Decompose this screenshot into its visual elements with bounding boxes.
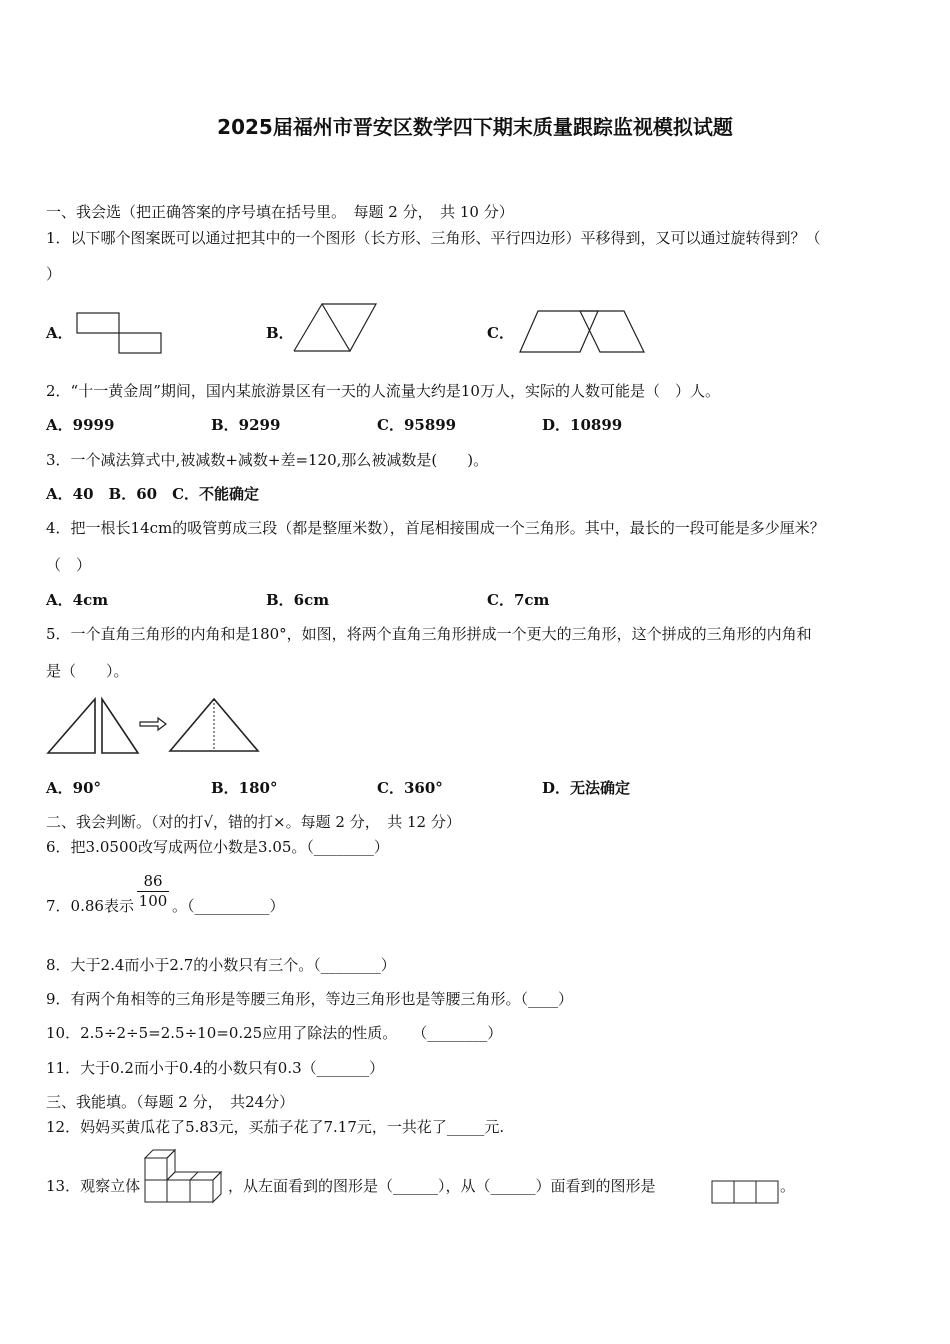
q13-suffix: 。 (780, 1177, 796, 1195)
q6-text: 6．把3.0500改写成两位小数是3.05。（________） (46, 838, 389, 856)
q1-figure-c-parallelograms (518, 309, 648, 355)
q1-option-b: B． (266, 324, 294, 342)
section-1-heading: 一、我会选（把正确答案的序号填在括号里。 每题 2 分， 共 10 分） (46, 203, 514, 221)
q1-line1: 1．以下哪个图案既可以通过把其中的一个图形（长方形、三角形、平行四边形）平移得到，又可以通过旋转得到？（ (46, 229, 821, 247)
q5-option-b: B．180° (211, 779, 278, 797)
q12-text: 12．妈妈买黄瓜花了5.83元，买茄子花了7.17元，一共花了_____元. (46, 1118, 505, 1136)
q4-option-a: A．4cm (46, 591, 109, 609)
q5-line1: 5．一个直角三角形的内角和是180°，如图，将两个直角三角形拼成一个更大的三角形，这个拼成的三角形的内角和 (46, 625, 812, 643)
q7-fraction-denominator: 100 (138, 892, 168, 910)
q7-suffix: 。（__________） (172, 897, 285, 915)
q4-option-b: B．6cm (266, 591, 330, 609)
q4-line1: 4．把一根长14cm的吸管剪成三段（都是整厘米数），首尾相接围成一个三角形。其中，最长的一段可能是多少厘米？ (46, 519, 825, 537)
q5-option-c: C．360° (377, 779, 443, 797)
q9-text: 9．有两个角相等的三角形是等腰三角形，等边三角形也是等腰三角形。（____） (46, 990, 574, 1008)
q8-text: 8．大于2.4而小于2.7的小数只有三个。（________） (46, 956, 396, 974)
q1-figure-b-triangles (292, 302, 378, 354)
q2-option-b: B．9299 (211, 416, 281, 434)
q4-option-c: C．7cm (487, 591, 550, 609)
page-title: 2025届福州市晋安区数学四下期末质量跟踪监视模拟试题 (217, 115, 733, 139)
q10-text: 10．2.5÷2÷5=2.5÷10=0.25应用了除法的性质。 （________） (46, 1024, 503, 1042)
q1-figure-a-rectangles (76, 312, 166, 356)
q13-prefix: 13．观察立体 (46, 1177, 141, 1195)
q5-triangles-figure (46, 695, 264, 757)
q13-cube-stack-figure (143, 1144, 229, 1208)
q13-view-three-squares (711, 1180, 781, 1206)
q1-option-c: C． (487, 324, 514, 342)
q1-line2: ） (46, 265, 62, 283)
q7-prefix: 7．0.86表示 (46, 897, 134, 915)
q5-option-d: D．无法确定 (542, 779, 631, 797)
q11-text: 11．大于0.2而小于0.4的小数只有0.3（_______） (46, 1059, 385, 1077)
q7-fraction (137, 872, 169, 910)
q2-text: 2．“十一黄金周”期间，国内某旅游景区有一天的人流量大约是10万人，实际的人数可能是（ ）人。 (46, 382, 720, 400)
q13-middle: ，从左面看到的图形是（______），从（______）面看到的图形是 (228, 1177, 656, 1195)
q5-line2: 是（ ）。 (46, 662, 129, 680)
q4-line2: （ ） (46, 556, 92, 574)
q3-options: A．40 B．60 C．不能确定 (46, 485, 260, 503)
q2-option-d: D．10899 (542, 416, 623, 434)
q3-text: 3．一个减法算式中,被减数+减数+差=120,那么被减数是( )。 (46, 451, 489, 469)
q1-option-a: A． (46, 324, 73, 342)
section-3-heading: 三、我能填。（每题 2 分， 共24分） (46, 1093, 295, 1111)
q7-fraction-numerator: 86 (137, 872, 169, 892)
section-2-heading: 二、我会判断。（对的打√，错的打×。每题 2 分， 共 12 分） (46, 813, 461, 831)
q5-option-a: A．90° (46, 779, 102, 797)
q2-option-a: A．9999 (46, 416, 115, 434)
q2-option-c: C．95899 (377, 416, 457, 434)
